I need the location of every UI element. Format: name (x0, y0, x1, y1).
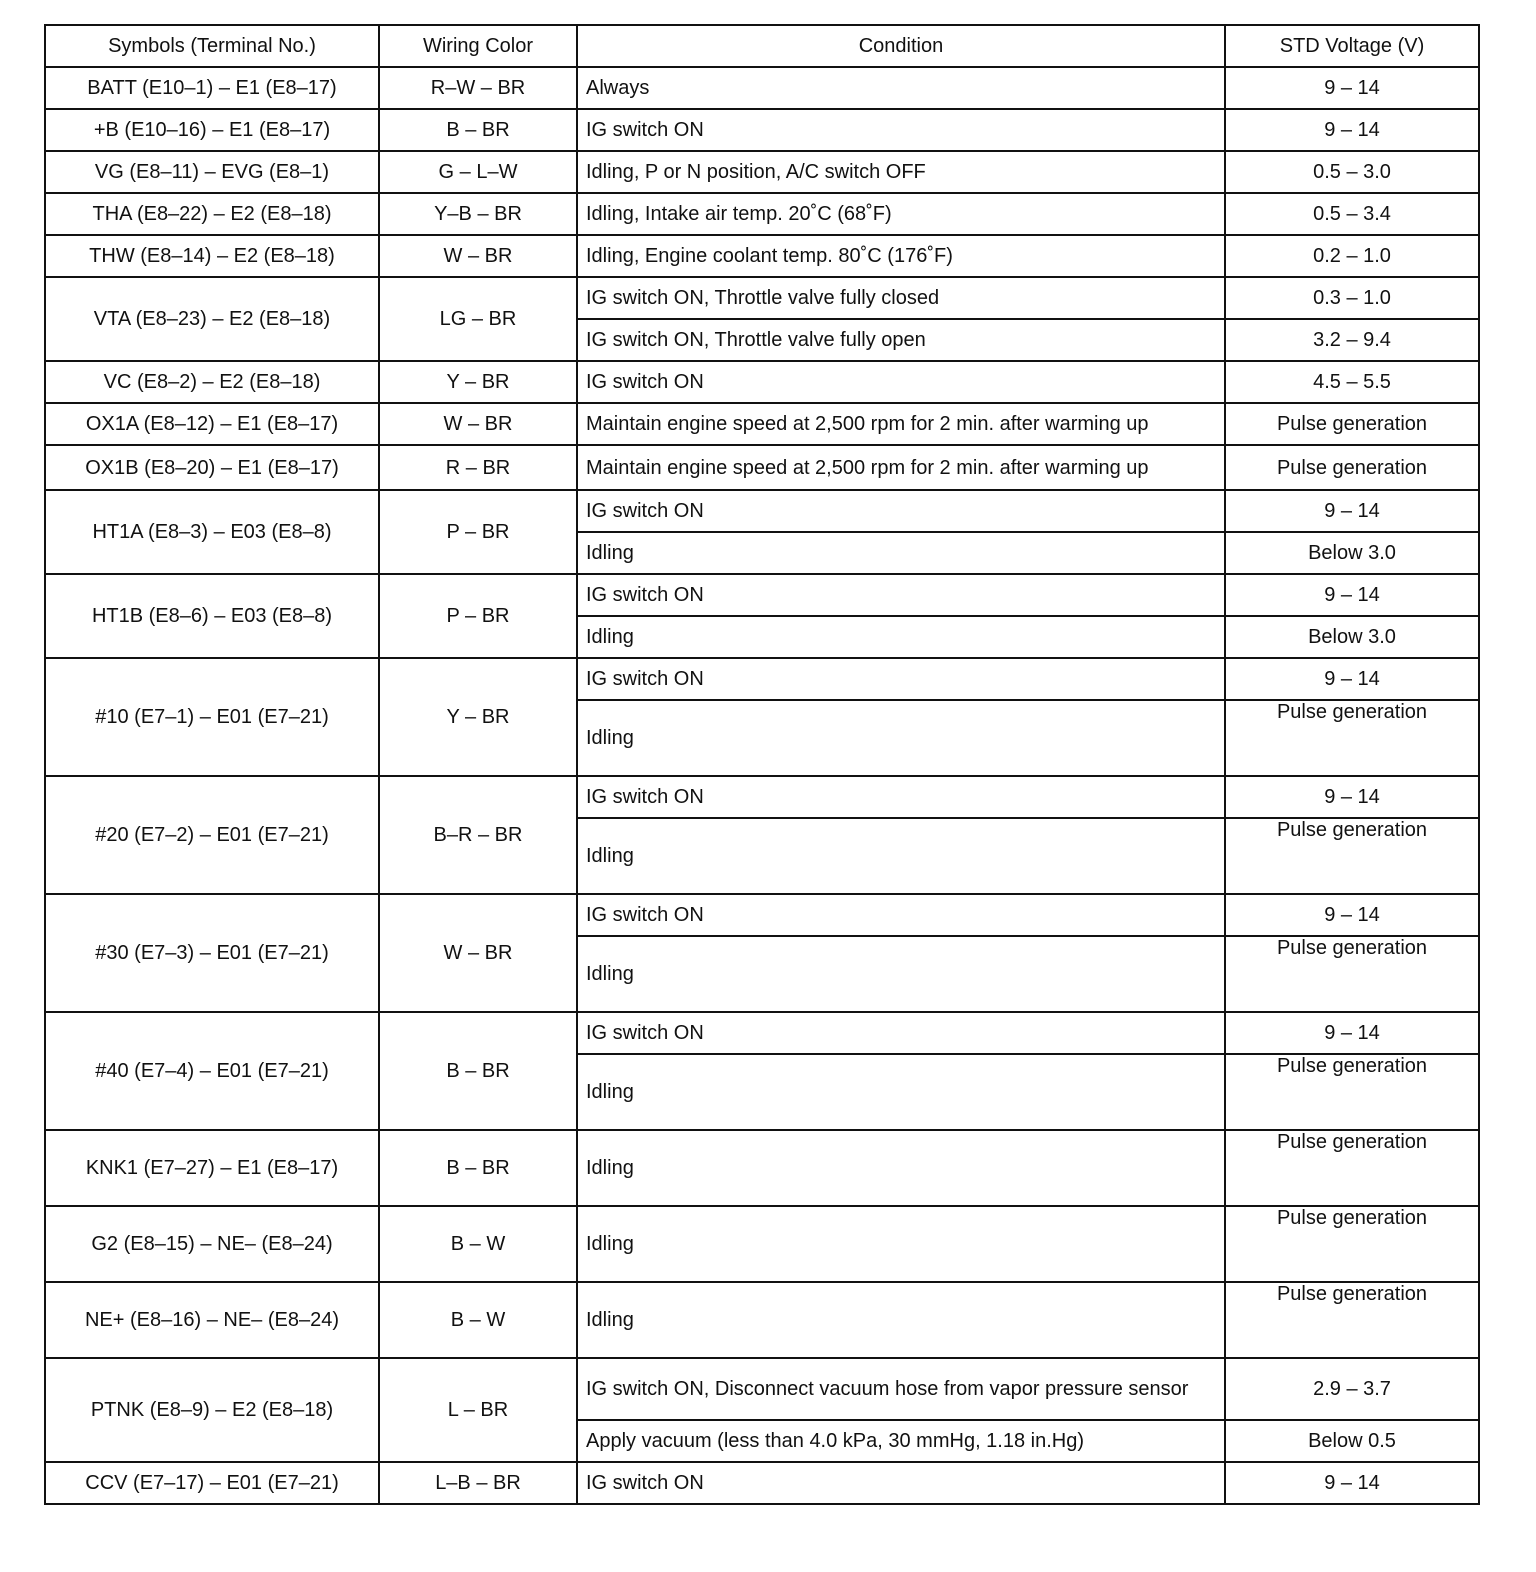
voltage-cell: 9 – 14 (1225, 658, 1479, 700)
symbol-cell: #20 (E7–2) – E01 (E7–21) (45, 776, 379, 894)
voltage-cell: Pulse generation (1225, 1054, 1479, 1130)
symbol-cell: THW (E8–14) – E2 (E8–18) (45, 235, 379, 277)
table-row (45, 67, 1479, 109)
condition-cell: Idling (577, 616, 1225, 658)
voltage-cell: Below 3.0 (1225, 616, 1479, 658)
wiring-color-cell: B – W (379, 1206, 577, 1282)
voltage-cell: 9 – 14 (1225, 1012, 1479, 1054)
voltage-cell: 9 – 14 (1225, 574, 1479, 616)
symbol-cell: HT1A (E8–3) – E03 (E8–8) (45, 490, 379, 574)
header-condition: Condition (577, 25, 1225, 67)
voltage-cell: Pulse generation (1225, 403, 1479, 445)
table-row (45, 403, 1479, 445)
voltage-cell: Pulse generation (1225, 700, 1479, 776)
table-row (45, 1206, 1479, 1282)
symbol-cell: VTA (E8–23) – E2 (E8–18) (45, 277, 379, 361)
voltage-cell: 0.2 – 1.0 (1225, 235, 1479, 277)
table-row (45, 1012, 1479, 1054)
table-row (45, 361, 1479, 403)
header-row (45, 25, 1479, 67)
table-row (45, 109, 1479, 151)
voltage-cell: 4.5 – 5.5 (1225, 361, 1479, 403)
symbol-cell: VC (E8–2) – E2 (E8–18) (45, 361, 379, 403)
condition-cell: Idling, P or N position, A/C switch OFF (577, 151, 1225, 193)
voltage-cell: 9 – 14 (1225, 67, 1479, 109)
condition-cell: Idling (577, 818, 1225, 894)
symbol-cell: #40 (E7–4) – E01 (E7–21) (45, 1012, 379, 1130)
condition-cell: IG switch ON (577, 658, 1225, 700)
symbol-cell: VG (E8–11) – EVG (E8–1) (45, 151, 379, 193)
condition-cell: Idling (577, 1206, 1225, 1282)
voltage-cell: 9 – 14 (1225, 894, 1479, 936)
condition-cell: Idling (577, 1054, 1225, 1130)
wiring-color-cell: P – BR (379, 574, 577, 658)
voltage-cell: 9 – 14 (1225, 490, 1479, 532)
voltage-cell: Pulse generation (1225, 445, 1479, 490)
condition-cell: Idling (577, 1282, 1225, 1358)
voltage-cell: 0.5 – 3.0 (1225, 151, 1479, 193)
wiring-color-cell: B – BR (379, 109, 577, 151)
wiring-color-cell: R–W – BR (379, 67, 577, 109)
voltage-cell: Pulse generation (1225, 1282, 1479, 1358)
condition-cell: Idling, Engine coolant temp. 80˚C (176˚F) (577, 235, 1225, 277)
condition-cell: Idling (577, 532, 1225, 574)
condition-cell: IG switch ON (577, 776, 1225, 818)
table-row (45, 1462, 1479, 1504)
symbol-cell: #30 (E7–3) – E01 (E7–21) (45, 894, 379, 1012)
voltage-cell: Pulse generation (1225, 1206, 1479, 1282)
wiring-color-cell: L – BR (379, 1358, 577, 1462)
condition-cell: Maintain engine speed at 2,500 rpm for 2 min. after warming up (577, 445, 1225, 490)
wiring-color-cell: B – BR (379, 1012, 577, 1130)
wiring-color-cell: R – BR (379, 445, 577, 490)
wiring-color-cell: B – W (379, 1282, 577, 1358)
condition-cell: IG switch ON (577, 361, 1225, 403)
condition-cell: IG switch ON (577, 1462, 1225, 1504)
symbol-cell: THA (E8–22) – E2 (E8–18) (45, 193, 379, 235)
voltage-cell: 9 – 14 (1225, 109, 1479, 151)
condition-cell: IG switch ON (577, 1012, 1225, 1054)
table-body (45, 67, 1479, 1504)
condition-cell: IG switch ON, Disconnect vacuum hose from vapor pressure sensor (577, 1358, 1225, 1420)
table-row (45, 490, 1479, 532)
voltage-cell: 3.2 – 9.4 (1225, 319, 1479, 361)
header-std-voltage: STD Voltage (V) (1225, 25, 1479, 67)
condition-cell: IG switch ON (577, 894, 1225, 936)
condition-cell: IG switch ON (577, 574, 1225, 616)
wiring-color-cell: Y – BR (379, 361, 577, 403)
condition-cell: Always (577, 67, 1225, 109)
voltage-cell: 0.3 – 1.0 (1225, 277, 1479, 319)
table-row (45, 445, 1479, 490)
table-row (45, 1358, 1479, 1420)
symbol-cell: OX1B (E8–20) – E1 (E8–17) (45, 445, 379, 490)
voltage-cell: Pulse generation (1225, 818, 1479, 894)
symbol-cell: PTNK (E8–9) – E2 (E8–18) (45, 1358, 379, 1462)
condition-cell: IG switch ON, Throttle valve fully open (577, 319, 1225, 361)
wiring-color-cell: LG – BR (379, 277, 577, 361)
voltage-cell: Below 0.5 (1225, 1420, 1479, 1462)
wiring-color-cell: Y–B – BR (379, 193, 577, 235)
symbol-cell: HT1B (E8–6) – E03 (E8–8) (45, 574, 379, 658)
table-row (45, 235, 1479, 277)
table-row (45, 1282, 1479, 1358)
wiring-color-cell: B–R – BR (379, 776, 577, 894)
voltage-cell: 9 – 14 (1225, 1462, 1479, 1504)
symbol-cell: NE+ (E8–16) – NE– (E8–24) (45, 1282, 379, 1358)
wiring-color-cell: W – BR (379, 403, 577, 445)
voltage-cell: 9 – 14 (1225, 776, 1479, 818)
condition-cell: Idling, Intake air temp. 20˚C (68˚F) (577, 193, 1225, 235)
wiring-color-cell: L–B – BR (379, 1462, 577, 1504)
condition-cell: Maintain engine speed at 2,500 rpm for 2 min. after warming up (577, 403, 1225, 445)
symbol-cell: +B (E10–16) – E1 (E8–17) (45, 109, 379, 151)
condition-cell: IG switch ON (577, 109, 1225, 151)
table-row (45, 894, 1479, 936)
wiring-color-cell: G – L–W (379, 151, 577, 193)
wiring-color-cell: W – BR (379, 894, 577, 1012)
condition-cell: IG switch ON (577, 490, 1225, 532)
condition-cell: Apply vacuum (less than 4.0 kPa, 30 mmHg, 1.18 in.Hg) (577, 1420, 1225, 1462)
wiring-color-cell: P – BR (379, 490, 577, 574)
voltage-cell: Pulse generation (1225, 1130, 1479, 1206)
table-header (45, 25, 1479, 67)
voltage-cell: Below 3.0 (1225, 532, 1479, 574)
symbol-cell: OX1A (E8–12) – E1 (E8–17) (45, 403, 379, 445)
symbol-cell: KNK1 (E7–27) – E1 (E8–17) (45, 1130, 379, 1206)
symbol-cell: G2 (E8–15) – NE– (E8–24) (45, 1206, 379, 1282)
voltage-cell: 2.9 – 3.7 (1225, 1358, 1479, 1420)
voltage-cell: 0.5 – 3.4 (1225, 193, 1479, 235)
symbol-cell: BATT (E10–1) – E1 (E8–17) (45, 67, 379, 109)
condition-cell: Idling (577, 700, 1225, 776)
wiring-color-cell: Y – BR (379, 658, 577, 776)
table-row (45, 277, 1479, 319)
symbol-cell: #10 (E7–1) – E01 (E7–21) (45, 658, 379, 776)
condition-cell: IG switch ON, Throttle valve fully closed (577, 277, 1225, 319)
condition-cell: Idling (577, 936, 1225, 1012)
table-row (45, 1130, 1479, 1206)
header-symbols: Symbols (Terminal No.) (45, 25, 379, 67)
wiring-color-cell: B – BR (379, 1130, 577, 1206)
voltage-cell: Pulse generation (1225, 936, 1479, 1012)
wiring-color-cell: W – BR (379, 235, 577, 277)
table-row (45, 193, 1479, 235)
table-row (45, 658, 1479, 700)
symbol-cell: CCV (E7–17) – E01 (E7–21) (45, 1462, 379, 1504)
table-row (45, 151, 1479, 193)
table-row (45, 776, 1479, 818)
terminal-voltage-table (44, 24, 1480, 1505)
header-wiring-color: Wiring Color (379, 25, 577, 67)
table-row (45, 574, 1479, 616)
condition-cell: Idling (577, 1130, 1225, 1206)
